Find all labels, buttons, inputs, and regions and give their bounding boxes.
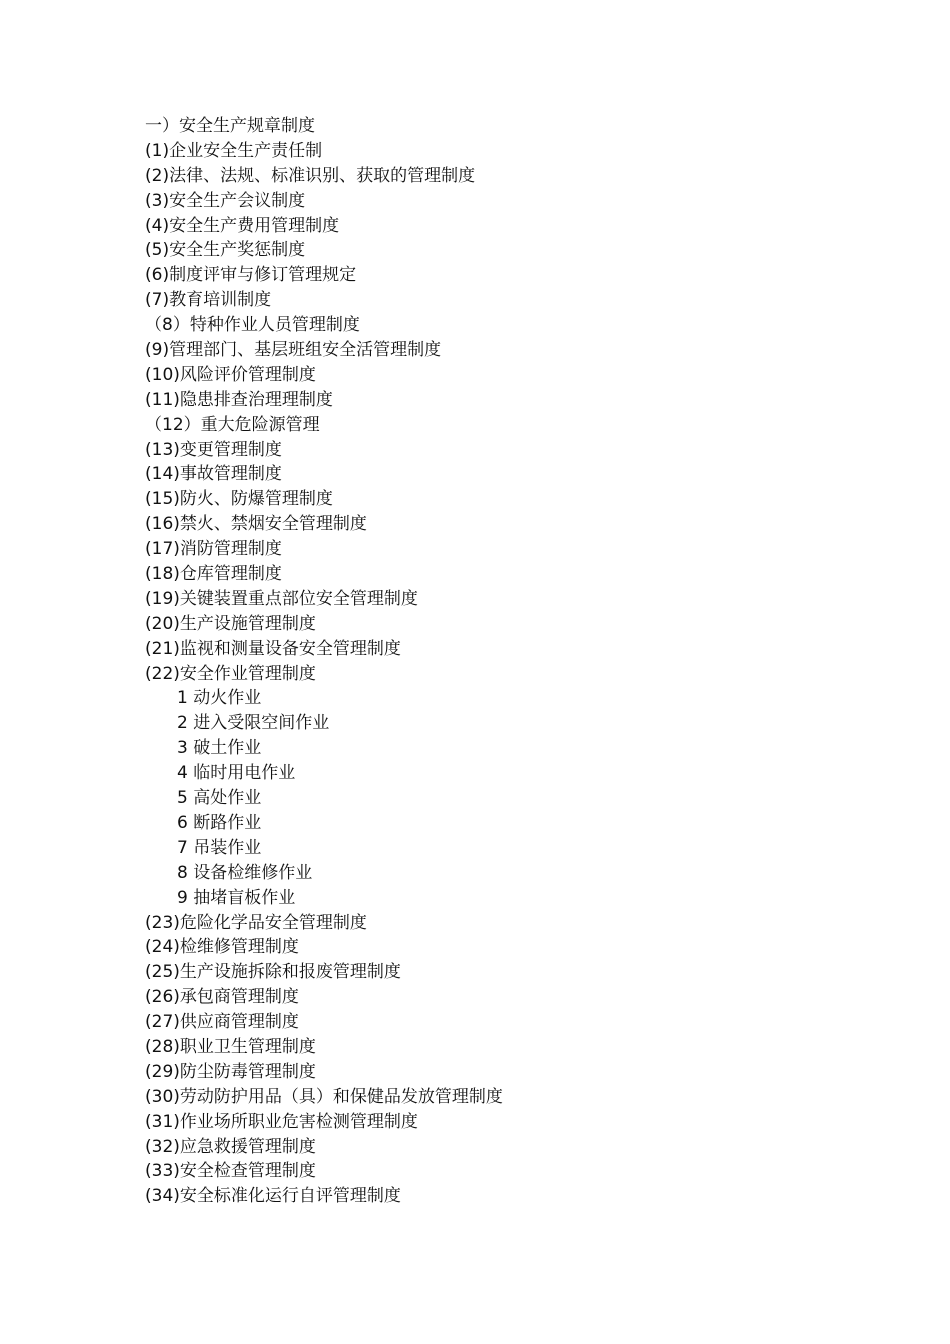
list-item: (28)职业卫生管理制度: [145, 1036, 316, 1057]
list-item: （8）特种作业人员管理制度: [145, 315, 360, 336]
list-item: (7)教育培训制度: [145, 290, 272, 311]
list-item: (5)安全生产奖惩制度: [145, 240, 306, 261]
regulation-list: [145, 139, 905, 687]
sublist-item: 5 高处作业: [177, 788, 262, 809]
list-item: (1)企业安全生产责任制: [145, 140, 323, 161]
list-item: (19)关键装置重点部位安全管理制度: [145, 588, 418, 609]
list-item: (2)法律、法规、标准识别、获取的管理制度: [145, 165, 476, 186]
list-item: (4)安全生产费用管理制度: [145, 215, 340, 236]
list-item: (16)禁火、禁烟安全管理制度: [145, 514, 367, 535]
list-item: (33)安全检查管理制度: [145, 1161, 316, 1182]
list-item: (3)安全生产会议制度: [145, 190, 306, 211]
list-item: (32)应急救援管理制度: [145, 1136, 316, 1157]
safety-work-sublist: [145, 686, 905, 910]
list-item: (22)安全作业管理制度: [145, 663, 316, 684]
list-item: (14)事故管理制度: [145, 464, 282, 485]
list-item: (13)变更管理制度: [145, 439, 282, 460]
list-item: (6)制度评审与修订管理规定: [145, 265, 357, 286]
list-item: (29)防尘防毒管理制度: [145, 1061, 316, 1082]
list-item: (26)承包商管理制度: [145, 987, 299, 1008]
list-item: (15)防火、防爆管理制度: [145, 489, 333, 510]
list-item: (11)隐患排查治理理制度: [145, 389, 333, 410]
list-item: (10)风险评价管理制度: [145, 364, 316, 385]
sublist-item: 6 断路作业: [177, 812, 262, 833]
list-item: (25)生产设施拆除和报废管理制度: [145, 962, 401, 983]
list-item: (23)危险化学品安全管理制度: [145, 912, 367, 933]
sublist-item: 8 设备检维修作业: [177, 862, 313, 883]
list-item: (18)仓库管理制度: [145, 564, 282, 585]
list-item: (21)监视和测量设备安全管理制度: [145, 638, 401, 659]
list-item: (17)消防管理制度: [145, 539, 282, 560]
sublist-item: 7 吊装作业: [177, 837, 262, 858]
list-item: (20)生产设施管理制度: [145, 613, 316, 634]
sublist-item: 2 进入受限空间作业: [177, 713, 330, 734]
document-body: [145, 114, 905, 1209]
list-item: (31)作业场所职业危害检测管理制度: [145, 1111, 418, 1132]
list-item: (34)安全标准化运行自评管理制度: [145, 1186, 401, 1207]
sublist-item: 3 破土作业: [177, 738, 262, 759]
list-item: （12）重大危险源管理: [145, 414, 320, 435]
sublist-item: 4 临时用电作业: [177, 763, 296, 784]
list-item: (9)管理部门、基层班组安全活管理制度: [145, 340, 442, 361]
list-item: (30)劳动防护用品（具）和保健品发放管理制度: [145, 1086, 503, 1107]
section-heading: 一）安全生产规章制度: [145, 116, 315, 136]
list-item: (24)检维修管理制度: [145, 937, 299, 958]
list-item: (27)供应商管理制度: [145, 1012, 299, 1033]
sublist-item: 1 动火作业: [177, 688, 262, 709]
sublist-item: 9 抽堵盲板作业: [177, 887, 296, 908]
regulation-list-continued: [145, 911, 905, 1210]
